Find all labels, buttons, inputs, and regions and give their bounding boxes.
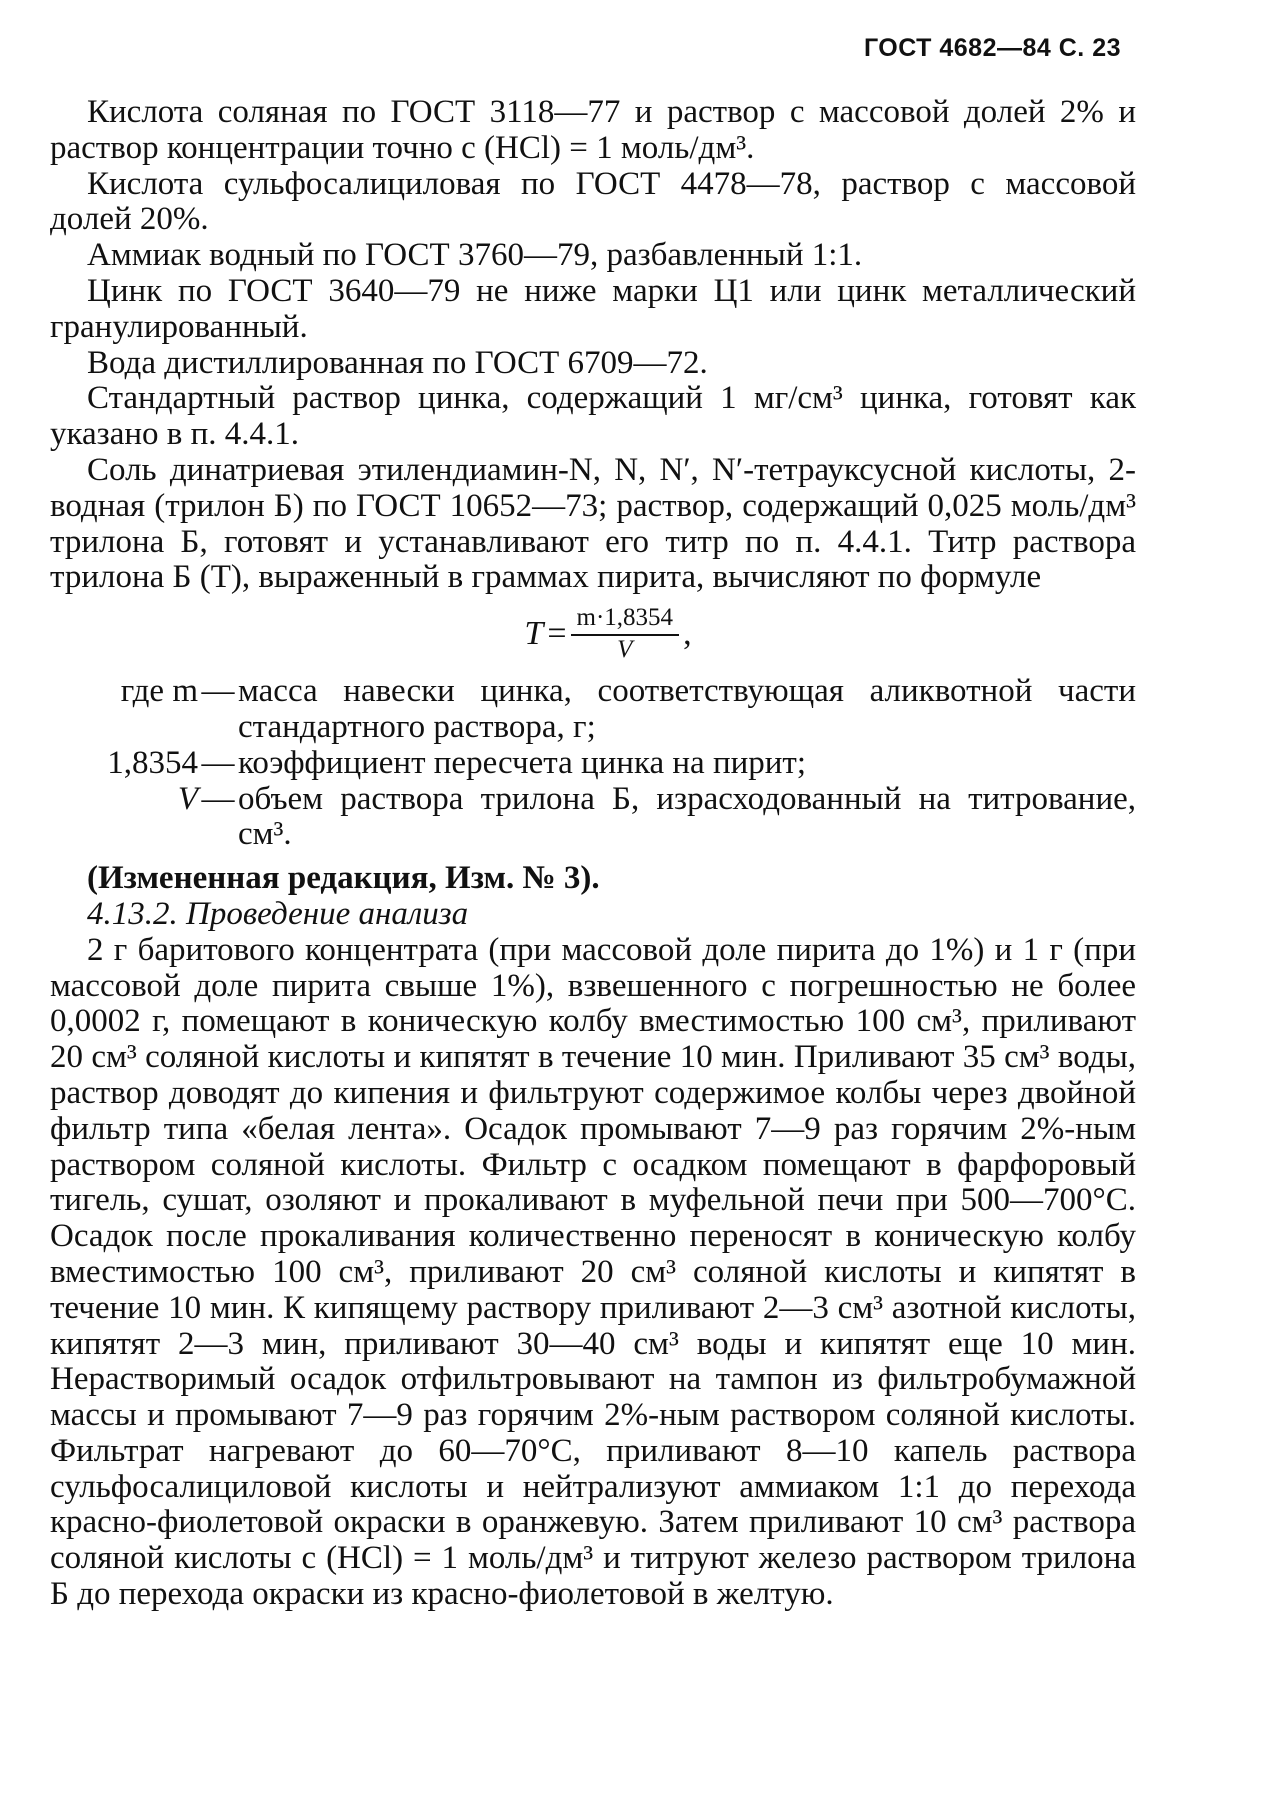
legend-description: коэффициент пересчета цинка на пирит; <box>238 744 807 781</box>
formula-denominator: V <box>617 636 633 664</box>
reagent-zinc-standard-solution: Стандартный раствор цинка, содержащий 1 мг/см³ цинка, готовят как указано в п. 4.4.1. <box>50 380 1136 453</box>
legend-row <box>50 746 1136 782</box>
legend-row <box>50 674 1136 746</box>
legend-term: где m <box>120 673 198 710</box>
document-body <box>50 95 1136 1613</box>
formula-comma: , <box>683 615 692 653</box>
formula-equals: = <box>547 615 567 653</box>
legend-dash: — <box>201 744 235 781</box>
reagent-hydrochloric-acid: Кислота соляная по ГОСТ 3118—77 и раствор с массовой долей 2% и раствор концентрации точно c (HCl) = 1 моль/дм³. <box>50 94 1136 166</box>
reagent-trilon-b: Соль динатриевая этилендиамин-N, N, N′, N′-тетрауксусной кислоты, 2-водная (трилон Б) по ГОСТ 10652—73; раствор, содержащий 0,025 моль/дм³ трилона Б, готовят и устанавливают его титр по п. 4.4.1. Титр раствора трилона Б (T), выраженный в граммах пирита, вычисляют по формуле <box>50 451 1136 596</box>
reagent-zinc: Цинк по ГОСТ 3640—79 не ниже марки Ц1 или цинк металлический гранулированный. <box>50 272 1136 345</box>
amendment-note: (Измененная редакция, Изм. № 3). <box>87 860 600 897</box>
formula-legend <box>50 674 1136 853</box>
legend-row <box>50 782 1136 854</box>
formula-fraction <box>571 604 680 664</box>
titre-formula <box>50 598 1136 670</box>
formula-numerator: m·1,8354 <box>571 604 680 636</box>
legend-description: масса навески цинка, соответствующая аликвотной части стандартного раствора, г; <box>238 673 1136 745</box>
procedure-text: 2 г баритового концентрата (при массовой доле пирита до 1%) и 1 г (при массовой доле пирита свыше 1%), взвешенного с погрешностью не более 0,0002 г, помещают в коническую колбу вместимостью 100 см³, приливают 20 см³ соляной кислоты и кипятят в течение 10 мин. Приливают 35 см³ воды, раствор доводят до кипения и фильтруют содержимое колбы через двойной фильтр типа «белая лента». Осадок промывают 7—9 раз горячим 2%-ным раствором соляной кислоты. Фильтр с осадком помещают в фарфоровый тигель, сушат, озоляют и прокаливают в муфельной печи при 500—700°С. Осадок после прокаливания количественно переносят в коническую колбу вместимостью 100 см³, приливают 20 см³ соляной кислоты и кипятят в течение 10 мин. К кипящему раствору приливают 2—3 см³ азотной кислоты, кипятят 2—3 мин, приливают 30—40 см³ воды и кипятят еще 10 мин. Нерастворимый осадок отфильтровывают на тампон из фильтробумажной массы и промывают 7—9 раз горячим 2%-ным раствором соляной кислоты. Фильтрат нагревают до 60—70°С, приливают 8—10 капель раствора сульфосалициловой кислоты и нейтрализуют аммиаком 1:1 до перехода красно-фиолетовой окраски в оранжевую. Затем приливают 10 см³ раствора соляной кислоты c (HCl) = 1 моль/дм³ и титруют железо раствором трилона Б до перехода окраски из красно-фиолетовой в желтую. <box>50 931 1136 1613</box>
reagent-sulfosalicylic-acid: Кислота сульфосалициловая по ГОСТ 4478—78, раствор с массовой долей 20%. <box>50 165 1136 238</box>
legend-dash: — <box>201 673 235 710</box>
legend-term: V <box>177 780 198 817</box>
formula-lhs: T <box>524 615 544 653</box>
page-header: ГОСТ 4682—84 С. 23 <box>863 34 1121 62</box>
legend-term: 1,8354 <box>107 744 198 781</box>
reagent-distilled-water: Вода дистиллированная по ГОСТ 6709—72. <box>87 344 708 381</box>
legend-dash: — <box>201 780 235 817</box>
reagent-ammonia: Аммиак водный по ГОСТ 3760—79, разбавленный 1:1. <box>87 237 863 274</box>
legend-description: объем раствора трилона Б, израсходованный на титрование, см³. <box>238 780 1136 853</box>
section-heading: 4.13.2. Проведение анализа <box>87 895 469 932</box>
